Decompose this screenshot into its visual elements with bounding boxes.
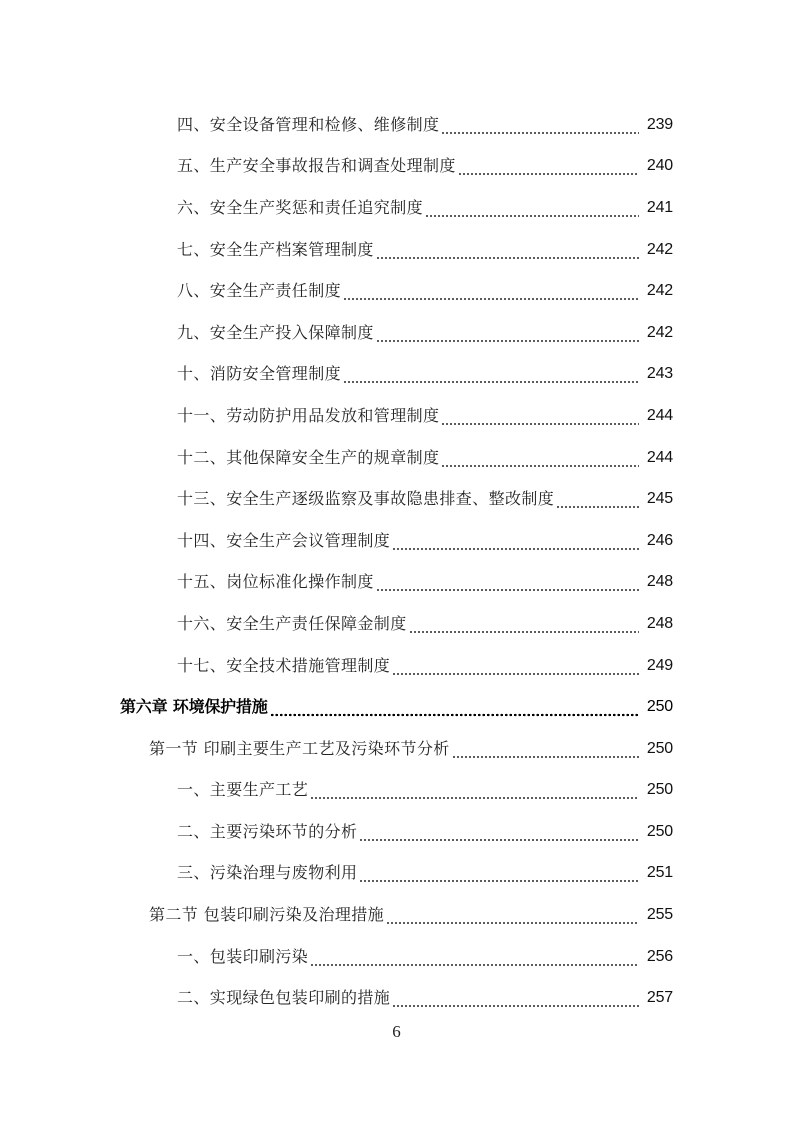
toc-entry[interactable] <box>0 977 793 1019</box>
toc-entry-title: 二、主要污染环节的分析 <box>177 821 358 841</box>
toc-entry-page: 249 <box>646 656 673 674</box>
toc-entry-page: 242 <box>646 240 673 258</box>
toc-entry[interactable] <box>0 603 793 645</box>
toc-entry-page: 239 <box>646 115 673 133</box>
dot-leader <box>310 786 639 800</box>
toc-entry-page: 251 <box>646 864 673 882</box>
toc-entry[interactable] <box>0 936 793 978</box>
toc-entry-title: 三、污染治理与废物利用 <box>177 863 358 883</box>
toc-entry-page: 257 <box>646 989 673 1007</box>
page-number: 6 <box>392 1022 401 1041</box>
toc-entry-page: 248 <box>646 614 673 632</box>
dot-leader <box>392 537 639 551</box>
toc-entry[interactable] <box>0 478 793 520</box>
toc-entry-page: 244 <box>646 406 673 424</box>
table-of-contents <box>0 104 793 1019</box>
dot-leader <box>310 953 639 967</box>
toc-entry-page: 242 <box>646 282 673 300</box>
dot-leader <box>441 454 639 468</box>
dot-leader <box>441 412 639 426</box>
toc-entry[interactable] <box>0 229 793 271</box>
toc-entry-title: 十六、安全生产责任保障金制度 <box>177 613 407 633</box>
toc-entry-title: 十一、劳动防护用品发放和管理制度 <box>177 405 440 425</box>
toc-entry-page: 250 <box>646 822 673 840</box>
dot-leader <box>359 828 639 842</box>
toc-entry-page: 248 <box>646 573 673 591</box>
toc-entry-title: 第六章 环境保护措施 <box>120 697 268 717</box>
dot-leader <box>343 370 639 384</box>
toc-entry[interactable] <box>0 270 793 312</box>
dot-leader <box>386 911 639 925</box>
toc-entry[interactable] <box>0 187 793 229</box>
dot-leader <box>359 869 639 883</box>
toc-section-entry[interactable] <box>0 894 793 936</box>
toc-entry-title: 五、生产安全事故报告和调查处理制度 <box>177 156 456 176</box>
toc-entry-title: 八、安全生产责任制度 <box>177 281 342 301</box>
toc-entry[interactable] <box>0 146 793 188</box>
toc-entry-page: 242 <box>646 323 673 341</box>
dot-leader <box>425 204 639 218</box>
toc-entry[interactable] <box>0 853 793 895</box>
toc-entry-title: 十、消防安全管理制度 <box>177 364 342 384</box>
toc-entry-title: 十二、其他保障安全生产的规章制度 <box>177 447 440 467</box>
toc-entry-page: 244 <box>646 448 673 466</box>
toc-entry[interactable] <box>0 312 793 354</box>
toc-entry[interactable] <box>0 354 793 396</box>
dot-leader <box>376 329 639 343</box>
toc-entry-page: 250 <box>646 739 673 757</box>
toc-entry-page: 250 <box>646 781 673 799</box>
toc-entry-title: 一、包装印刷污染 <box>177 946 309 966</box>
toc-entry[interactable] <box>0 645 793 687</box>
toc-entry-title: 九、安全生产投入保障制度 <box>177 322 374 342</box>
toc-entry[interactable] <box>0 437 793 479</box>
toc-entry-page: 243 <box>646 365 673 383</box>
toc-entry-title: 十五、岗位标准化操作制度 <box>177 572 374 592</box>
dot-leader <box>376 246 639 260</box>
dot-leader <box>441 121 639 135</box>
toc-entry[interactable] <box>0 811 793 853</box>
toc-entry-title: 十四、安全生产会议管理制度 <box>177 530 391 550</box>
dot-leader <box>343 287 639 301</box>
toc-entry[interactable] <box>0 562 793 604</box>
toc-entry-page: 240 <box>646 157 673 175</box>
toc-entry-page: 255 <box>646 906 673 924</box>
toc-entry-page: 250 <box>646 698 673 716</box>
toc-entry-title: 二、实现绿色包装印刷的措施 <box>177 988 391 1008</box>
toc-entry-page: 245 <box>646 490 673 508</box>
toc-entry-title: 七、安全生产档案管理制度 <box>177 239 374 259</box>
toc-entry-title: 六、安全生产奖惩和责任追究制度 <box>177 197 424 217</box>
toc-entry[interactable] <box>0 520 793 562</box>
toc-section-entry[interactable] <box>0 728 793 770</box>
toc-entry[interactable] <box>0 104 793 146</box>
dot-leader <box>409 620 639 634</box>
toc-entry-title: 十七、安全技术措施管理制度 <box>177 655 391 675</box>
dot-leader <box>392 662 639 676</box>
toc-entry[interactable] <box>0 770 793 812</box>
toc-entry-page: 246 <box>646 531 673 549</box>
dot-leader <box>556 495 639 509</box>
toc-entry-page: 241 <box>646 198 673 216</box>
toc-entry[interactable] <box>0 395 793 437</box>
dot-leader <box>270 703 639 717</box>
dot-leader <box>376 578 639 592</box>
toc-entry-title: 一、主要生产工艺 <box>177 780 309 800</box>
dot-leader <box>458 162 639 176</box>
dot-leader <box>452 745 639 759</box>
toc-entry-title: 第一节 印刷主要生产工艺及污染环节分析 <box>149 738 450 758</box>
toc-entry-title: 四、安全设备管理和检修、维修制度 <box>177 114 440 134</box>
toc-entry-page: 256 <box>646 947 673 965</box>
toc-entry-title: 十三、安全生产逐级监察及事故隐患排查、整改制度 <box>177 489 555 509</box>
toc-entry-title: 第二节 包装印刷污染及治理措施 <box>149 905 385 925</box>
toc-chapter-entry[interactable] <box>0 686 793 728</box>
dot-leader <box>392 994 639 1008</box>
